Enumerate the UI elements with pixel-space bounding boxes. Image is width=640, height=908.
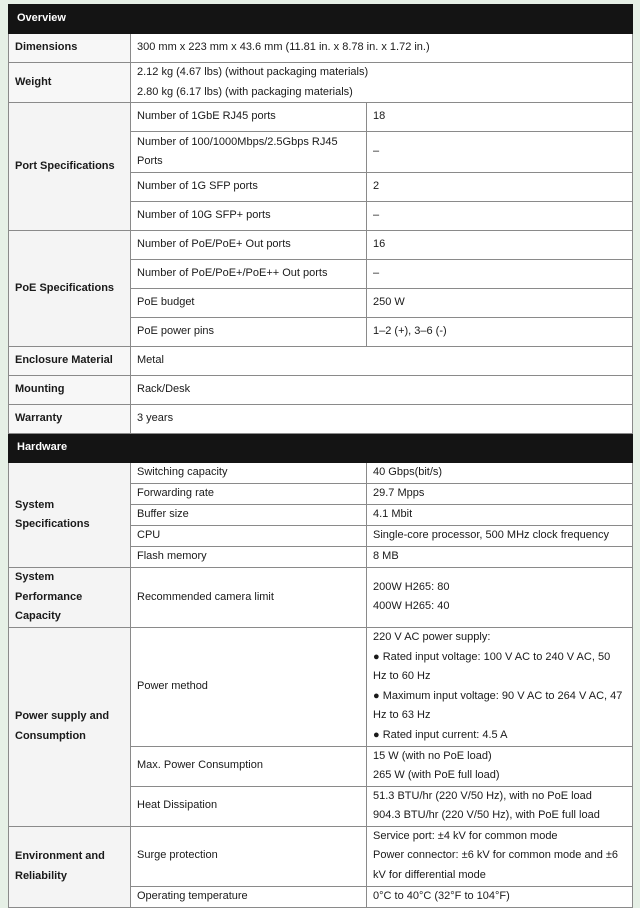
- spec-value-line: 2.80 kg (6.17 lbs) (with packaging materials): [137, 85, 353, 98]
- spec-value: 8 MB: [367, 547, 633, 568]
- spec-value: [367, 746, 633, 786]
- section-header-hardware: [9, 434, 633, 463]
- spec-row-system: [9, 463, 633, 484]
- spec-value-line: 400W H265: 40: [373, 600, 450, 613]
- spec-value: [367, 826, 633, 886]
- spec-label: Dimensions: [9, 34, 131, 63]
- spec-value: 300 mm x 223 mm x 43.6 mm (11.81 in. x 8.78 in. x 1.72 in.): [131, 34, 633, 63]
- spec-row-ports: [9, 103, 633, 132]
- section-header-overview: [9, 5, 633, 34]
- spec-value-line: 15 W (with no PoE load): [373, 749, 492, 762]
- spec-value: 18: [367, 103, 633, 132]
- spec-value: [131, 63, 633, 103]
- spec-row-environment: [9, 826, 633, 886]
- spec-label: Mounting: [9, 376, 131, 405]
- spec-value: 0°C to 40°C (32°F to 104°F): [367, 886, 633, 907]
- spec-row-performance: [9, 568, 633, 628]
- spec-name: Flash memory: [131, 547, 367, 568]
- spec-value-line: Power connector: ±6 kV for common mode and ±6 kV for differential mode: [373, 849, 619, 881]
- spec-value: –: [367, 202, 633, 231]
- spec-name: Operating temperature: [131, 886, 367, 907]
- spec-group-label: PoE Specifications: [9, 231, 131, 347]
- spec-value: 40 Gbps(bit/s): [367, 463, 633, 484]
- spec-value-line: 51.3 BTU/hr (220 V/50 Hz), with no PoE load: [373, 789, 592, 802]
- spec-value: 4.1 Mbit: [367, 505, 633, 526]
- spec-label: Enclosure Material: [9, 347, 131, 376]
- spec-value-line: 265 W (with PoE full load): [373, 769, 500, 781]
- specifications-table: [8, 4, 633, 908]
- section-title: Overview: [9, 5, 633, 34]
- spec-name: PoE budget: [131, 289, 367, 318]
- spec-row-warranty: [9, 405, 633, 434]
- spec-name: Number of 10G SFP+ ports: [131, 202, 367, 231]
- spec-value-line: 904.3 BTU/hr (220 V/50 Hz), with PoE full load: [373, 809, 600, 821]
- spec-value: –: [367, 132, 633, 173]
- spec-name: Number of 100/1000Mbps/2.5Gbps RJ45 Ports: [131, 132, 367, 173]
- spec-value: –: [367, 260, 633, 289]
- spec-value: 3 years: [131, 405, 633, 434]
- spec-value: 1–2 (+), 3–6 (-): [367, 318, 633, 347]
- spec-row-power: [9, 627, 633, 746]
- spec-group-label: System Performance Capacity: [9, 568, 131, 628]
- spec-value: [367, 786, 633, 826]
- spec-value: Rack/Desk: [131, 376, 633, 405]
- spec-value: [367, 627, 633, 746]
- spec-name: Number of PoE/PoE+ Out ports: [131, 231, 367, 260]
- spec-label: Weight: [9, 63, 131, 103]
- spec-name: Surge protection: [131, 826, 367, 886]
- spec-name: Number of PoE/PoE+/PoE++ Out ports: [131, 260, 367, 289]
- spec-name: Power method: [131, 627, 367, 746]
- spec-name: Buffer size: [131, 505, 367, 526]
- spec-value-line: ● Maximum input voltage: 90 V AC to 264 V AC, 47 Hz to 63 Hz: [373, 689, 623, 721]
- spec-name: Number of 1GbE RJ45 ports: [131, 103, 367, 132]
- section-title: Hardware: [9, 434, 633, 463]
- spec-row-weight: [9, 63, 633, 103]
- spec-value: 2: [367, 173, 633, 202]
- spec-sheet: [8, 4, 632, 908]
- spec-value: Single-core processor, 500 MHz clock frequency: [367, 526, 633, 547]
- spec-value-line: ● Rated input current: 4.5 A: [373, 728, 508, 741]
- spec-value: Metal: [131, 347, 633, 376]
- spec-name: Heat Dissipation: [131, 786, 367, 826]
- spec-name: Forwarding rate: [131, 484, 367, 505]
- spec-row-mounting: [9, 376, 633, 405]
- spec-name: PoE power pins: [131, 318, 367, 347]
- spec-name: Switching capacity: [131, 463, 367, 484]
- spec-group-label: Power supply and Consumption: [9, 627, 131, 826]
- spec-value-line: 2.12 kg (4.67 lbs) (without packaging materials): [137, 66, 369, 78]
- spec-value: 250 W: [367, 289, 633, 318]
- spec-name: Number of 1G SFP ports: [131, 173, 367, 202]
- spec-name: Max. Power Consumption: [131, 746, 367, 786]
- spec-group-label: Environment and Reliability: [9, 826, 131, 907]
- spec-value: 16: [367, 231, 633, 260]
- spec-group-label: Port Specifications: [9, 103, 131, 231]
- spec-row-dimensions: [9, 34, 633, 63]
- spec-value-line: Service port: ±4 kV for common mode: [373, 829, 558, 842]
- spec-value: [367, 568, 633, 628]
- spec-name: Recommended camera limit: [131, 568, 367, 628]
- spec-value-line: 220 V AC power supply:: [373, 631, 491, 643]
- spec-value: 29.7 Mpps: [367, 484, 633, 505]
- spec-group-label: System Specifications: [9, 463, 131, 568]
- spec-name: CPU: [131, 526, 367, 547]
- spec-value-line: ● Rated input voltage: 100 V AC to 240 V AC, 50 Hz to 60 Hz: [373, 650, 611, 682]
- spec-row-enclosure: [9, 347, 633, 376]
- spec-row-poe: [9, 231, 633, 260]
- spec-value-line: 200W H265: 80: [373, 580, 450, 593]
- spec-label: Warranty: [9, 405, 131, 434]
